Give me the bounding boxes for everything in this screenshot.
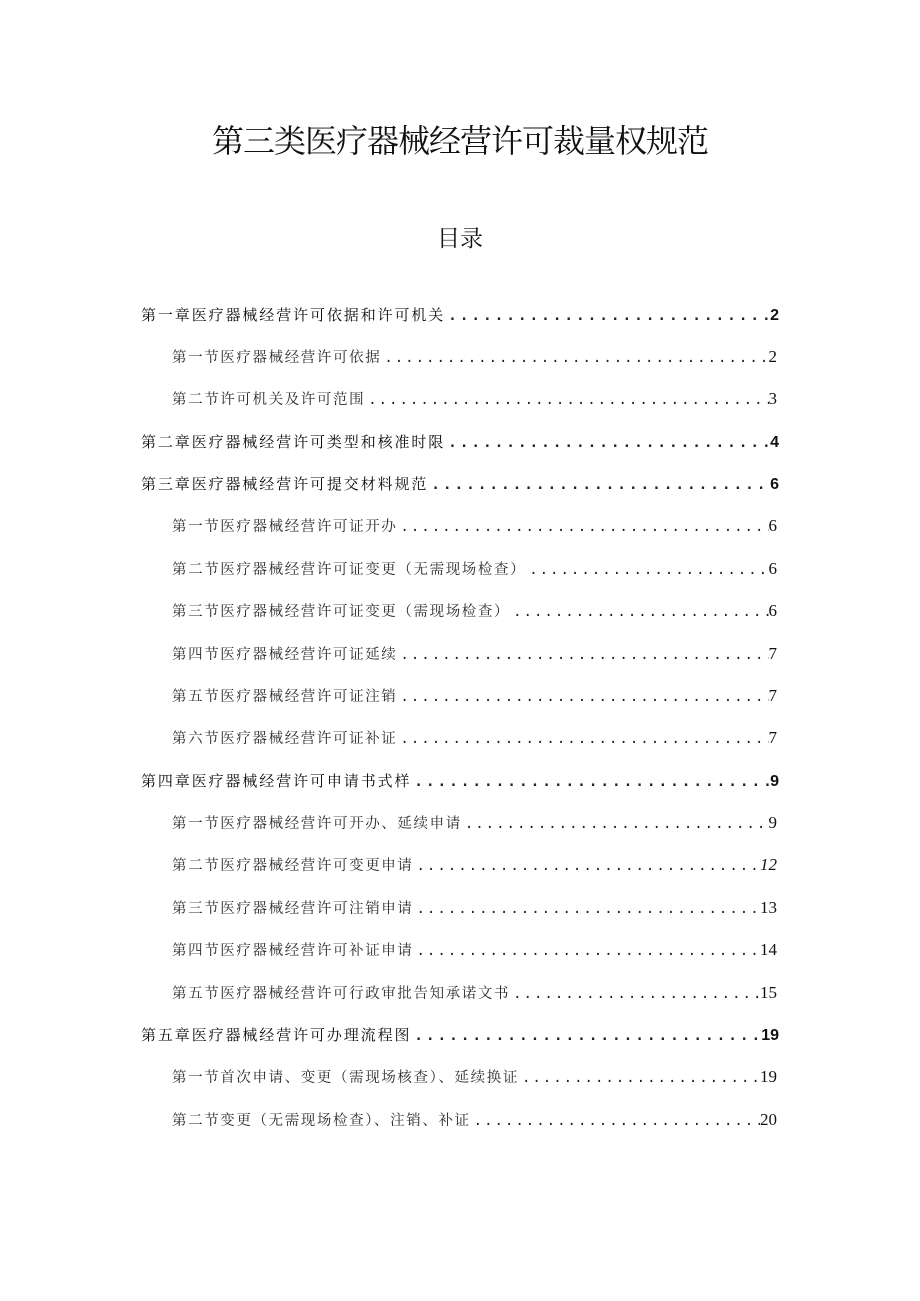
toc-chapter-2[interactable] [141,431,779,461]
toc-section-3-1[interactable] [172,515,777,545]
toc-dot-leader [411,774,770,790]
toc-section-3-3[interactable] [172,600,777,630]
toc-entry-label: 第四章医疗器械经营许可申请书式样 [141,772,412,790]
toc-dot-leader [397,689,768,705]
toc-section-5-2[interactable] [172,1109,777,1139]
toc-dot-leader [414,943,761,959]
toc-page-number: 2 [770,307,779,324]
toc-entry-label: 第五节医疗器械经营许可证注销 [172,689,398,705]
toc-entry-label: 第二章医疗器械经营许可类型和核准时限 [141,433,446,451]
toc-section-4-4[interactable] [172,939,777,969]
toc-chapter-4[interactable] [141,770,779,800]
toc-dot-leader [428,477,770,493]
toc-heading: 目录 [437,226,483,252]
toc-dot-leader [510,986,760,1002]
toc-entry-label: 第二节医疗器械经营许可变更申请 [172,858,414,874]
toc-page-number: 20 [760,1110,777,1129]
toc-page-number: 6 [768,559,777,578]
toc-page-number: 15 [760,983,777,1002]
toc-entry-label: 第三章医疗器械经营许可提交材料规范 [141,475,429,493]
toc-entry-label: 第一章医疗器械经营许可依据和许可机关 [141,306,446,324]
toc-entry-label: 第一节医疗器械经营许可开办、延续申请 [172,816,462,832]
toc-entry-label: 第六节医疗器械经营许可证补证 [172,731,398,747]
toc-section-3-4[interactable] [172,643,777,673]
toc-dot-leader [462,816,769,832]
toc-entry-label: 第二节变更（无需现场检查）、注销、补证 [172,1113,471,1129]
toc-entry-label: 第三节医疗器械经营许可注销申请 [172,901,414,917]
toc-chapter-3[interactable] [141,473,779,503]
toc-page-number: 6 [770,476,779,493]
toc-section-4-1[interactable] [172,812,777,842]
toc-page-number: 3 [768,389,777,408]
toc-page-number: 2 [768,347,777,366]
toc-dot-leader [365,392,768,408]
toc-page-number: 19 [761,1027,779,1044]
toc-dot-leader [414,858,761,874]
toc-page-number: 7 [768,728,777,747]
toc-page-number: 9 [770,773,779,790]
toc-dot-leader [414,901,761,917]
toc-dot-leader [381,350,768,366]
toc-entry-label: 第三节医疗器械经营许可证变更（需现场检查） [172,604,511,620]
toc-section-4-2[interactable] [172,854,777,884]
toc-entry-label: 第二节许可机关及许可范围 [172,392,366,408]
toc-chapter-1[interactable] [141,304,779,334]
toc-section-3-2[interactable] [172,558,777,588]
toc-page-number: 6 [768,601,777,620]
toc-entry-label: 第四节医疗器械经营许可补证申请 [172,943,414,959]
toc-chapter-5[interactable] [141,1024,779,1054]
toc-dot-leader [445,435,770,451]
toc-dot-leader [519,1070,760,1086]
toc-section-1-2[interactable] [172,388,777,418]
toc-dot-leader [510,604,768,620]
toc-section-3-5[interactable] [172,685,777,715]
toc-section-1-1[interactable] [172,346,777,376]
toc-page-number: 9 [768,813,777,832]
toc-entry-label: 第二节医疗器械经营许可证变更（无需现场检查） [172,562,527,578]
document-title: 第三类医疗器械经营许可裁量权规范 [211,122,708,160]
toc-dot-leader [397,647,768,663]
toc-page-number: 13 [760,898,777,917]
toc-section-3-6[interactable] [172,727,777,757]
toc-page-number: 6 [768,516,777,535]
toc-section-5-1[interactable] [172,1066,777,1096]
toc-section-4-5[interactable] [172,982,777,1012]
toc-entry-label: 第五节医疗器械经营许可行政审批告知承诺文书 [172,986,511,1002]
toc-page-number: 7 [768,686,777,705]
toc-entry-label: 第五章医疗器械经营许可办理流程图 [141,1026,412,1044]
toc-section-4-3[interactable] [172,897,777,927]
toc-dot-leader [526,562,768,578]
toc-page-number: 12 [760,855,777,874]
toc-dot-leader [445,308,770,324]
toc-page-number: 19 [760,1067,777,1086]
toc-entry-label: 第一节医疗器械经营许可依据 [172,350,382,366]
toc-page-number: 7 [768,644,777,663]
toc-dot-leader [471,1113,760,1129]
toc-entry-label: 第一节首次申请、变更（需现场核查）、延续换证 [172,1070,519,1086]
toc-entry-label: 第一节医疗器械经营许可证开办 [172,519,398,535]
toc-dot-leader [411,1028,761,1044]
toc-dot-leader [397,731,768,747]
toc-dot-leader [397,519,768,535]
toc-page-number: 14 [760,940,777,959]
toc-entry-label: 第四节医疗器械经营许可证延续 [172,647,398,663]
toc-page-number: 4 [770,434,779,451]
